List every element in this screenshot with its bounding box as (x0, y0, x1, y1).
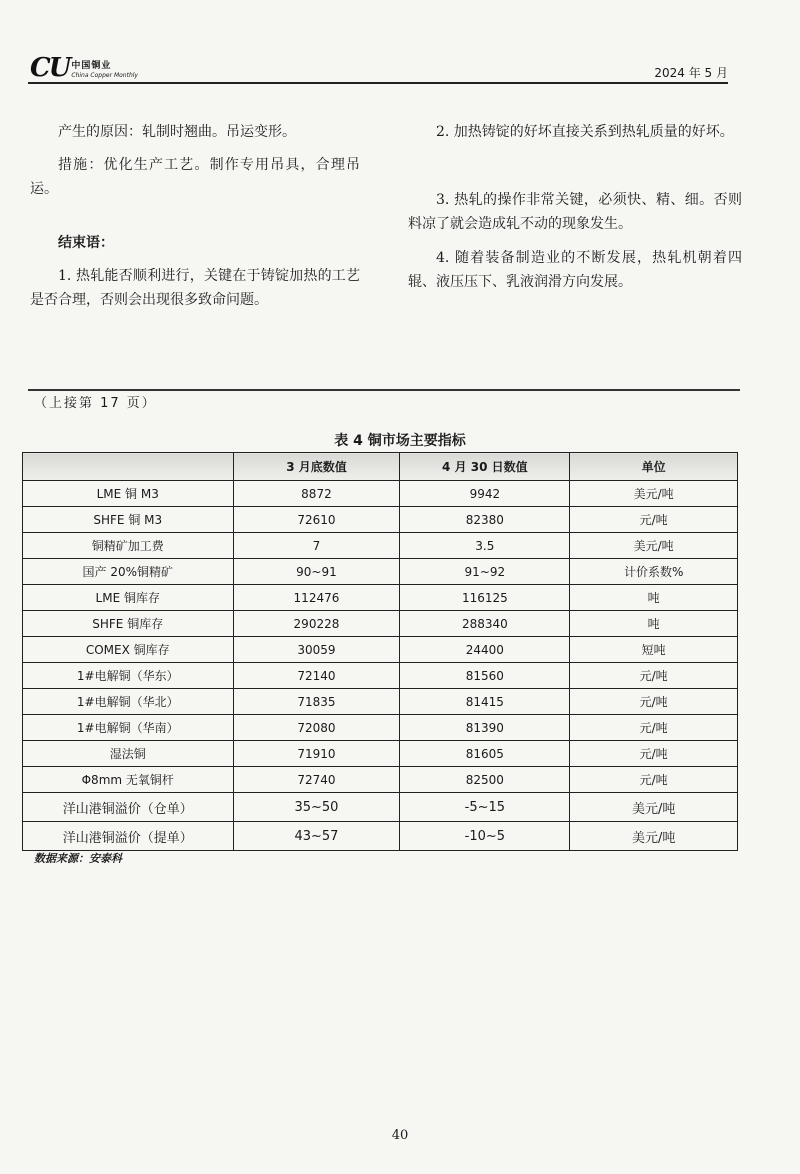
value-cell: 43~57 (233, 822, 400, 851)
left-text-column (30, 120, 360, 312)
table-row (23, 533, 738, 559)
value-cell: 81390 (400, 715, 570, 741)
unit-cell: 美元/吨 (570, 793, 738, 822)
value-cell: 81605 (400, 741, 570, 767)
value-cell: 71835 (233, 689, 400, 715)
unit-cell: 元/吨 (570, 741, 738, 767)
value-cell: 112476 (233, 585, 400, 611)
unit-cell: 元/吨 (570, 767, 738, 793)
value-cell: 24400 (400, 637, 570, 663)
indicator-cell: 湿法铜 (23, 741, 234, 767)
table-row (23, 767, 738, 793)
value-cell: 3.5 (400, 533, 570, 559)
unit-cell: 元/吨 (570, 507, 738, 533)
value-cell: -10~5 (400, 822, 570, 851)
value-cell: 72080 (233, 715, 400, 741)
indicator-cell: 1#电解铜（华东） (23, 663, 234, 689)
value-cell: 7 (233, 533, 400, 559)
value-cell: 72610 (233, 507, 400, 533)
header-divider (28, 82, 728, 84)
value-cell: 82500 (400, 767, 570, 793)
value-cell: 288340 (400, 611, 570, 637)
paragraph: 4. 随着装备制造业的不断发展，热轧机朝着四辊、液压压下、乳液润滑方向发展。 (408, 250, 742, 290)
value-cell: 91~92 (400, 559, 570, 585)
indicator-cell: 1#电解铜（华南） (23, 715, 234, 741)
page-number: 40 (391, 1128, 409, 1143)
table-row (23, 822, 738, 851)
section-heading: 结束语： (58, 235, 114, 251)
value-cell: 81415 (400, 689, 570, 715)
paragraph: 3. 热轧的操作非常关键，必须快、精、细。否则料凉了就会造成轧不动的现象发生。 (408, 192, 742, 232)
table-row (23, 741, 738, 767)
indicator-cell: SHFE 铜 M3 (23, 507, 234, 533)
value-cell: 8872 (233, 481, 400, 507)
table-row (23, 689, 738, 715)
column-header: 4 月 30 日数值 (400, 453, 570, 481)
unit-cell: 吨 (570, 585, 738, 611)
copper-market-table (22, 452, 738, 851)
unit-cell: 计价系数% (570, 559, 738, 585)
unit-cell: 短吨 (570, 637, 738, 663)
value-cell: -5~15 (400, 793, 570, 822)
table-row (23, 715, 738, 741)
value-cell: 81560 (400, 663, 570, 689)
unit-cell: 元/吨 (570, 689, 738, 715)
indicator-cell: SHFE 铜库存 (23, 611, 234, 637)
logo-mark: CU (30, 53, 70, 83)
table-header-row (23, 453, 738, 481)
column-header: 3 月底数值 (233, 453, 400, 481)
value-cell: 35~50 (233, 793, 400, 822)
indicator-cell: 铜精矿加工费 (23, 533, 234, 559)
paragraph: 措施：优化生产工艺。制作专用吊具，合理吊运。 (30, 157, 360, 197)
issue-date: 2024 年 5 月 (654, 66, 728, 80)
table-row (23, 637, 738, 663)
logo-chinese-name: 中国铜业 (71, 61, 112, 71)
value-cell: 72140 (233, 663, 400, 689)
indicator-cell: 1#电解铜（华北） (23, 689, 234, 715)
table-row (23, 663, 738, 689)
indicator-cell: 洋山港铜溢价（仓单） (23, 793, 234, 822)
unit-cell: 元/吨 (570, 715, 738, 741)
table-row (23, 611, 738, 637)
table-row (23, 559, 738, 585)
paragraph: 产生的原因：轧制时翘曲。吊运变形。 (58, 124, 296, 140)
table-row (23, 793, 738, 822)
column-header (23, 453, 234, 481)
indicator-cell: LME 铜库存 (23, 585, 234, 611)
value-cell: 71910 (233, 741, 400, 767)
unit-cell: 元/吨 (570, 663, 738, 689)
value-cell: 290228 (233, 611, 400, 637)
logo (30, 53, 138, 83)
unit-cell: 美元/吨 (570, 481, 738, 507)
value-cell: 82380 (400, 507, 570, 533)
indicator-cell: 洋山港铜溢价（提单） (23, 822, 234, 851)
table-row (23, 585, 738, 611)
value-cell: 30059 (233, 637, 400, 663)
unit-cell: 美元/吨 (570, 822, 738, 851)
value-cell: 116125 (400, 585, 570, 611)
right-text-column (408, 120, 742, 294)
indicator-cell: 国产 20%铜精矿 (23, 559, 234, 585)
paragraph: 1. 热轧能否顺利进行，关键在于铸锭加热的工艺是否合理，否则会出现很多致命问题。 (30, 268, 360, 308)
paragraph: 2. 加热铸锭的好坏直接关系到热轧质量的好坏。 (436, 124, 734, 140)
value-cell: 72740 (233, 767, 400, 793)
value-cell: 90~91 (233, 559, 400, 585)
unit-cell: 美元/吨 (570, 533, 738, 559)
continued-note: （上接第 17 页） (34, 396, 157, 411)
section-divider (28, 389, 740, 391)
column-header: 单位 (570, 453, 738, 481)
indicator-cell: Φ8mm 无氧铜杆 (23, 767, 234, 793)
table-title: 表 4 铜市场主要指标 (334, 433, 466, 449)
data-source-note: 数据来源：安泰科 (34, 852, 122, 865)
value-cell: 9942 (400, 481, 570, 507)
table-row (23, 481, 738, 507)
indicator-cell: COMEX 铜库存 (23, 637, 234, 663)
indicator-cell: LME 铜 M3 (23, 481, 234, 507)
table-row (23, 507, 738, 533)
unit-cell: 吨 (570, 611, 738, 637)
logo-english-name: China Copper Monthly (71, 72, 138, 79)
